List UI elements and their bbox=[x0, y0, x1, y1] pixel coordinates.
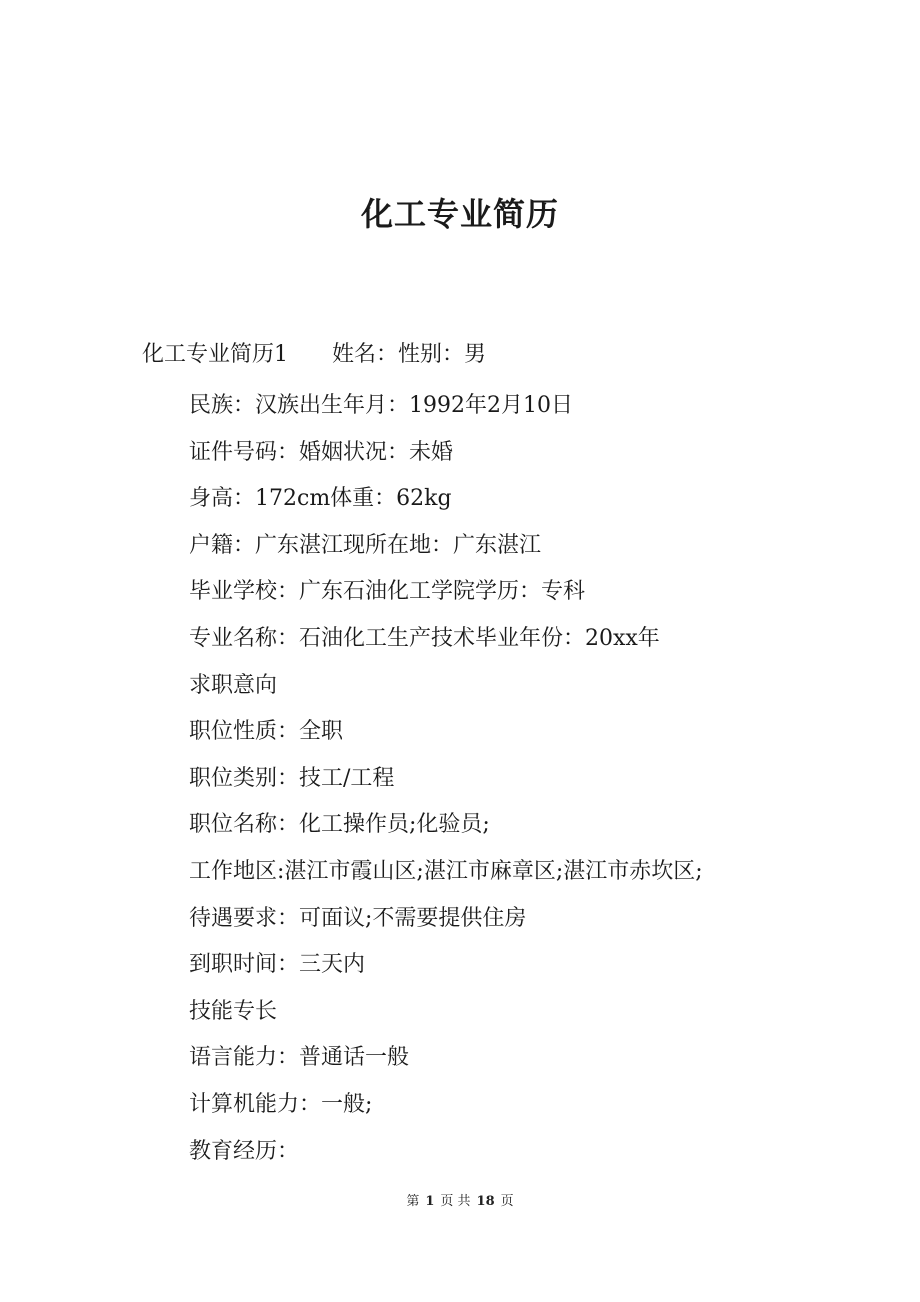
resume-line-residence: 户籍：广东湛江现所在地：广东湛江 bbox=[189, 532, 542, 558]
resume-line-job-type: 职位性质：全职 bbox=[189, 719, 344, 745]
resume-line-major: 专业名称：石油化工生产技术毕业年份：20xx年 bbox=[189, 625, 660, 651]
resume-line-job-category: 职位类别：技工/工程 bbox=[189, 765, 395, 791]
section-heading-job-intent: 求职意向 bbox=[189, 672, 278, 698]
resume-line-work-area: 工作地区:湛江市霞山区;湛江市麻章区;湛江市赤坎区; bbox=[189, 858, 703, 884]
footer-label-end: 页 bbox=[500, 1194, 514, 1209]
footer-label-of: 页 共 bbox=[440, 1194, 471, 1209]
first-line bbox=[142, 336, 486, 374]
footer-current-page: 1 bbox=[425, 1194, 435, 1209]
resume-body bbox=[189, 383, 703, 1175]
resume-line-computer: 计算机能力：一般; bbox=[189, 1091, 373, 1117]
page-footer bbox=[0, 1192, 920, 1212]
resume-line-ethnicity: 民族：汉族出生年月：1992年2月10日 bbox=[189, 393, 573, 418]
first-line-rest: 姓名：性别：男 bbox=[332, 342, 487, 367]
footer-label-page: 第 bbox=[406, 1194, 420, 1209]
section-heading-skills: 技能专长 bbox=[189, 998, 278, 1024]
resume-line-school: 毕业学校：广东石油化工学院学历：专科 bbox=[189, 579, 586, 605]
resume-line-height-weight: 身高：172cm体重：62kg bbox=[189, 486, 452, 512]
resume-line-job-title: 职位名称：化工操作员;化验员; bbox=[189, 812, 490, 838]
resume-line-id-marital: 证件号码：婚姻状况：未婚 bbox=[189, 439, 454, 465]
resume-line-education: 教育经历： bbox=[189, 1138, 300, 1164]
document-title: 化工专业简历 bbox=[360, 195, 559, 233]
resume-line-salary: 待遇要求：可面议;不需要提供住房 bbox=[189, 905, 527, 931]
first-line-prefix: 化工专业简历1 bbox=[142, 342, 288, 367]
footer-total-pages: 18 bbox=[476, 1194, 495, 1209]
resume-line-start-time: 到职时间：三天内 bbox=[189, 952, 366, 978]
resume-line-language: 语言能力：普通话一般 bbox=[189, 1045, 410, 1071]
